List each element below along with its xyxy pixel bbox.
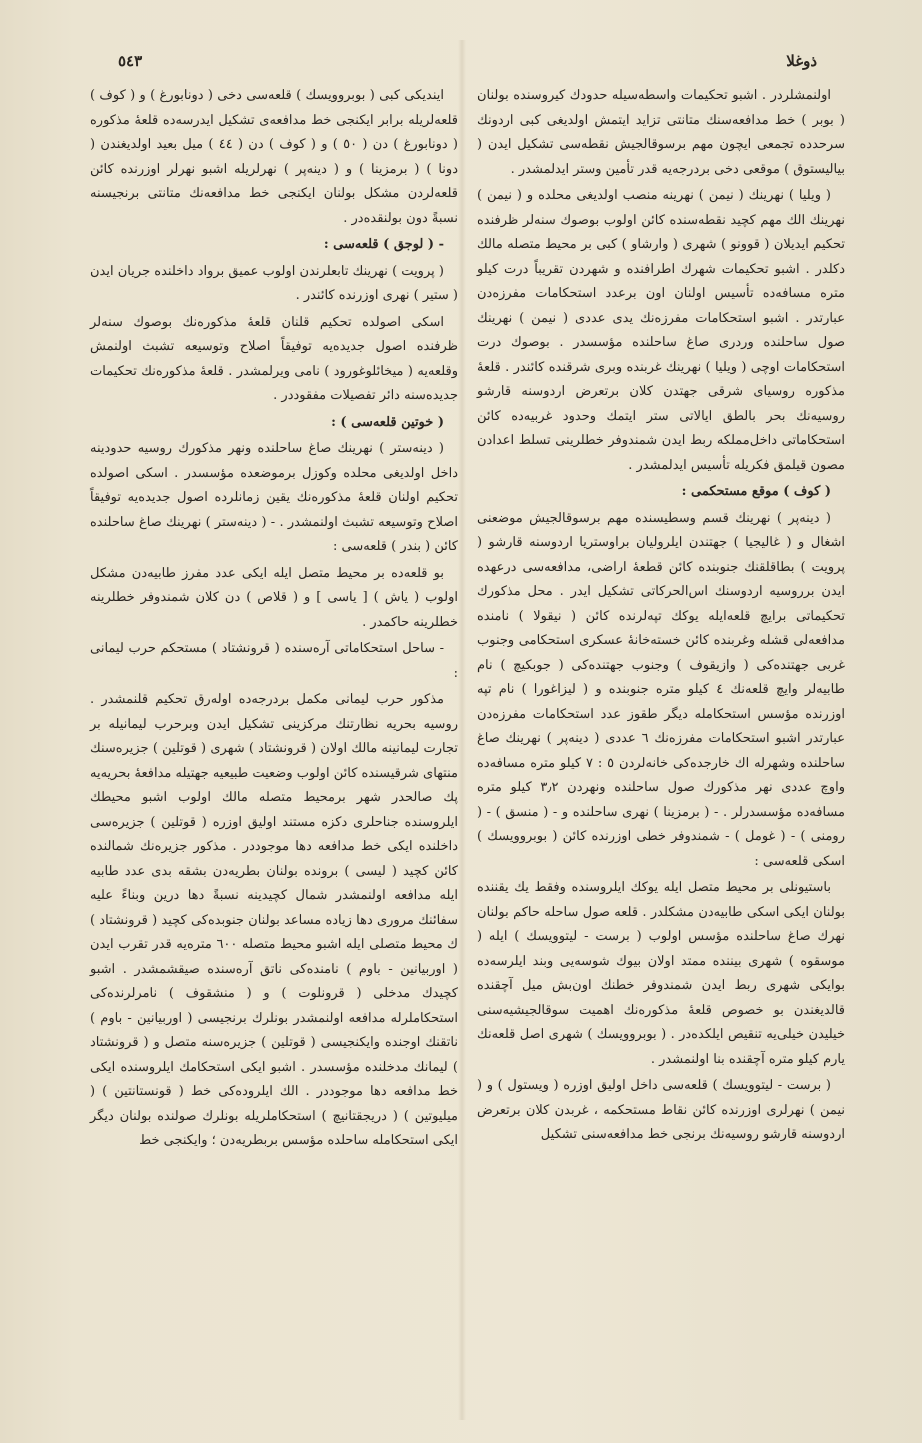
page-number: ٥٤٣ <box>118 52 143 70</box>
paragraph: - ساحل استحکاماتی آره‌سنده ( قرونشتاد ) مستحکم حرب لیمانی : <box>90 641 458 681</box>
paragraph: باستیونلی بر محیط متصل ایله یوکك ایلروسنده وفقط یك یقننده بولنان ایکی اسکی طابیه‌دن مشکلدر . قلعه صول ساحله حاکم بولنان نهرك صاغ ساحلنده مؤسس اولوب ( برست - لیتوویسك ) ایله ( موسقوه ) شهری بیننده ممتد اولان بیوك شوسه‌یی وبند ایلرسه‌ده بوایکی شهری ربط ایدن شمندوفر خطنك اون‌بش میل آچقنده قالدیغندن بو خصوص قلعهٔ مذکوره‌نك اهمیت سوقالجیشیه‌سنی خیلیدن خیلی‌یه تنقیص ایلکده‌در . ( بوبروویسك ) شهری اصل قلعه‌نك یارم کیلو متره آچقنده بنا اولنمشدر . <box>477 880 845 1067</box>
right-text-column <box>477 84 845 1150</box>
paragraph: ( برست - لیتوویسك ) قلعه‌سی داخل اولیق اوزره ( ویستول ) و ( نیمن ) نهرلری اوزرنده کائن نقاط مستحکمه ، غربدن کلان برتعرض اردوسنه قارشو روسیه‌نك برنجی خط مدافعه‌سنی تشکیل <box>477 1078 845 1142</box>
paragraph: اولنمشلردر . اشبو تحکیمات واسطه‌سیله حدودك کیروسنده بولنان ( بوبر ) خط مدافعه‌سنك متانتی تزاید ایتمش اولدیغی کبی اردونك سرحدده تجمعی ایچون مهم برسوقالجیش نقطه‌سی تشکیل ایدن ( بیالیستوق ) موقعی دخی بردرجه‌یه قدر تأمین وستر ایدلمشدر . <box>477 88 845 177</box>
paragraph: ( دینه‌ستر ) نهرینك صاغ ساحلنده ونهر مذکورك روسیه حدودینه داخل اولدیغی محلده وکوزل برموضعده مؤسسدر . اسکی اصولده تحکیم اولنان قلعهٔ مذکوره‌نك یقین زمانلرده اصول جدیده‌یه توفیقاً اصلاح وتوسیعه تشبث اولنمشدر . - ( دینه‌ستر ) نهرینك صاغ ساحلنده کائن ( بندر ) قلعه‌سی : <box>90 441 458 554</box>
left-text-column <box>90 84 458 1156</box>
section-heading: ( کوف ) موقع مستحکمی : <box>681 484 831 499</box>
paragraph: ایندیکی کبی ( بوبروویسك ) قلعه‌سی دخی ( دونابورغ ) و ( کوف ) قلعه‌لریله برابر ایکنجی خط مدافعه‌ی تشکیل ایدرسه‌ده قلعهٔ مذکوره ( دونابورغ ) دن ( ٥٠ ) و ( کوف ) دن ( ٤٤ ) میل بعید اولدیغندن ( دونا ) ( برمزینا ) و ( دینه‌پر ) نهرلریله اشبو نهرلر اوزرنده کائن قلعه‌لردن مشکل بولنان ایکنجی خط مدافعه‌نك متانتی برنجیسنه نسبةً دون بولنقده‌در . <box>90 88 459 226</box>
paragraph: اسکی اصولده تحکیم قلنان قلعهٔ مذکوره‌نك بوصوك سنه‌لر ظرفنده اصول جدیده‌یه توفیقاً اصلاح وتوسیعه تشبث اولنمش وقلعه‌یه ( میخائلوغورود ) نامی ویرلمشدر . قلعهٔ مذکوره‌نك تحکیمات جدیده‌سنه دائر تفصیلات مفقوددر . <box>90 314 458 403</box>
paragraph: بو قلعه‌ده بر محیط متصل ایله ایکی عدد مفرز طابیه‌دن مشکل اولوب ( یاش ) [ یاسی ] و ( قلاص ) دن کلان شمندوفر خطلرینه خطلرینه حاکمدر . <box>90 565 458 630</box>
section-heading: - ( لوجق ) قلعه‌سی : <box>323 237 444 252</box>
section-heading: ( خوتین قلعه‌سی ) : <box>331 414 444 430</box>
paragraph: ( ویلیا ) نهرینك ( نیمن ) نهرینه منصب اولدیغی محلده و ( نیمن ) نهرینك الك مهم کچید نقطه‌سنده کائن اولوب بوصوك سنه‌لر ظرفنده تحکیم ایدیلان ( قوونو ) شهری ( وارشاو ) کبی بر محیط متصله مالك دکلدر . اشبو تحکیمات شهرك اطرافنده و شهردن تقریباً درت کیلو متره مسافه‌ده تأسیس اولنان اون برعدد استحکامات مفرزه‌دن عبارتدر . اشبو استحکامات مفرزه‌نك یدی عددی ( نیمن ) نهرینك صول ساحلنده وردری صاغ ساحلنده مؤسسدر . بوصوك درت استحکامات اوچی ( ویلیا ) نهرینك غربنده وبری شرقنده کائندر . قلعهٔ مذکوره روسیای شرقی جهتدن کلان برتعرض اردوسنه قارشو روسیه‌نك بحر بالطق ایالاتی ستر ایتمك وحدود غربیه‌ده کائن استحکاماتی داخل‌مملکه ربط ایدن شمندوفر خطلرینی تسلط اعدادن مصون قیلمق فکریله تأسیس ایدلمشدر . <box>477 188 845 473</box>
running-head-word: ذوغلا <box>786 52 817 70</box>
column-gutter <box>458 40 466 1420</box>
paragraph: مذکور حرب لیمانی مکمل بردرجه‌ده اوله‌رق تحکیم قلنمشدر . روسیه بحریه نظارتنك مرکزینی تشکیل ایدن وبرحرب لیمانیله بر تجارت لیمانینه مالك اولان ( قرونشتاد ) شهری ( قوتلین ) جزیره‌سنك منتهای شرقیسنده کائن اولوب وضعیت طبیعیه جهتیله مدافعهٔ بحریه‌یه پك صالحدر شهر برمحیط متصله مالك اولوب اشبو محیطك ایلروسنده جناحلری دکزه مستند اولیق اوزره ( قوتلین ) جزیره‌سی داخلنده ایکی خط مدافعه دها موجوددر . مذکور جزیره‌نك شمالنده کائن کچید ( لیسی ) برونده بولنان بطریه‌دن بشقه بدی عدد طابیه ایله مدافعه اولنمشدر شمال کچیدینه نسبةً دها درین وبناءً علیه سفائنك مروری دها زیاده مساعد بولنان جنوبده‌کی کچید ( قرونشتاد ) ك محیط متصلی ایله اشبو محیط متصله ٦٠٠ متره‌یه قدر تقرب ایدن ( اوربیانین - باوم ) نامنده‌کی ناتق آره‌سنده صیقشمشدر . اشبو کچیدك مدخلی ( قرونلوت ) و ( منشقوف ) نامرلرنده‌کی استحکاملرله مدافعه اولنمشدر بونلرك برنجیسی ( اوربیانین - باوم ) ناتقنك اوجنده وایکنجیسی ( قوتلین ) جزیره‌سنه متصل و ( قرونشتاد ) لیمانك مدخلنده مؤسسدر . اشبو ایکی استحکامك ایلروسنده ایکی خط مدافعه دها موجوددر . الك ایلروده‌کی خط ( قونستانتین ) ( میلیوتین ) ( دریجقتانیچ ) استحکاملریله بونلرك صولنده بولنان دیگر ایکی استحکامله ساحلده مؤسس بربطریه‌دن ؛ وایکنجی خط <box>90 692 458 1148</box>
paragraph: ( دینه‌پر ) نهرینك قسم وسطیسنده مهم برسوقالجیش موضعنی اشغال و ( غالیجیا ) جهتندن ایلرولیان براوستریا اردوسنه قارشو ( پرویت ) بطاقلقنك جنوبنده کائن قطعهٔ اراضی، مدافعه‌سی درعهده ایدن برروسیه اردوسنك اس‌الحرکاتی تشکیل ایدر . محل مذکورك تحکیماتی برایچ قلعه‌ایله یوکك تپه‌لرنده کائن ( نیقولا ) نامنده مدافعه‌لی قشله وغربنده کائن خسته‌خانهٔ عسکری استحکامی وجنوب غربی جهتنده‌کی ( وازیقوف ) وجنوب جهتنده‌کی ( جوبکیچ ) نام طابیه‌لر وایچ قلعه‌نك ٤ کیلو متره جنوبنده و ( لیزاغورا ) نام تپه اوزرنده مؤسس استحکامله دیگر طقوز عدد استحکامات مفرزه‌دن عبارتدر اشبو استحکامات مفرزه‌نك ٦ عددی ( دینه‌پر ) نهرینك صاغ ساحلنده وشهرله اك خارجده‌کی خانه‌لردن ٥ : ٧ کیلو متره مسافه‌ده واوچ عددی نهر مذکورك صول ساحلنده ونهردن ٣٫٢ کیلو متره مسافه‌ده مؤسسدرلر . - ( برمزینا ) نهری ساحلنده و - ( منسق ) - ( رومنی ) - ( غومل ) - شمندوفر خطی اوزرنده کائن ( بوبروویسك ) اسکی قلعه‌سی : <box>477 510 845 869</box>
paragraph: ( پرویت ) نهرینك تابعلرندن اولوب عمیق برواد داخلنده جریان ایدن ( ستیر ) نهری اوزرنده کائندر . <box>90 263 458 303</box>
